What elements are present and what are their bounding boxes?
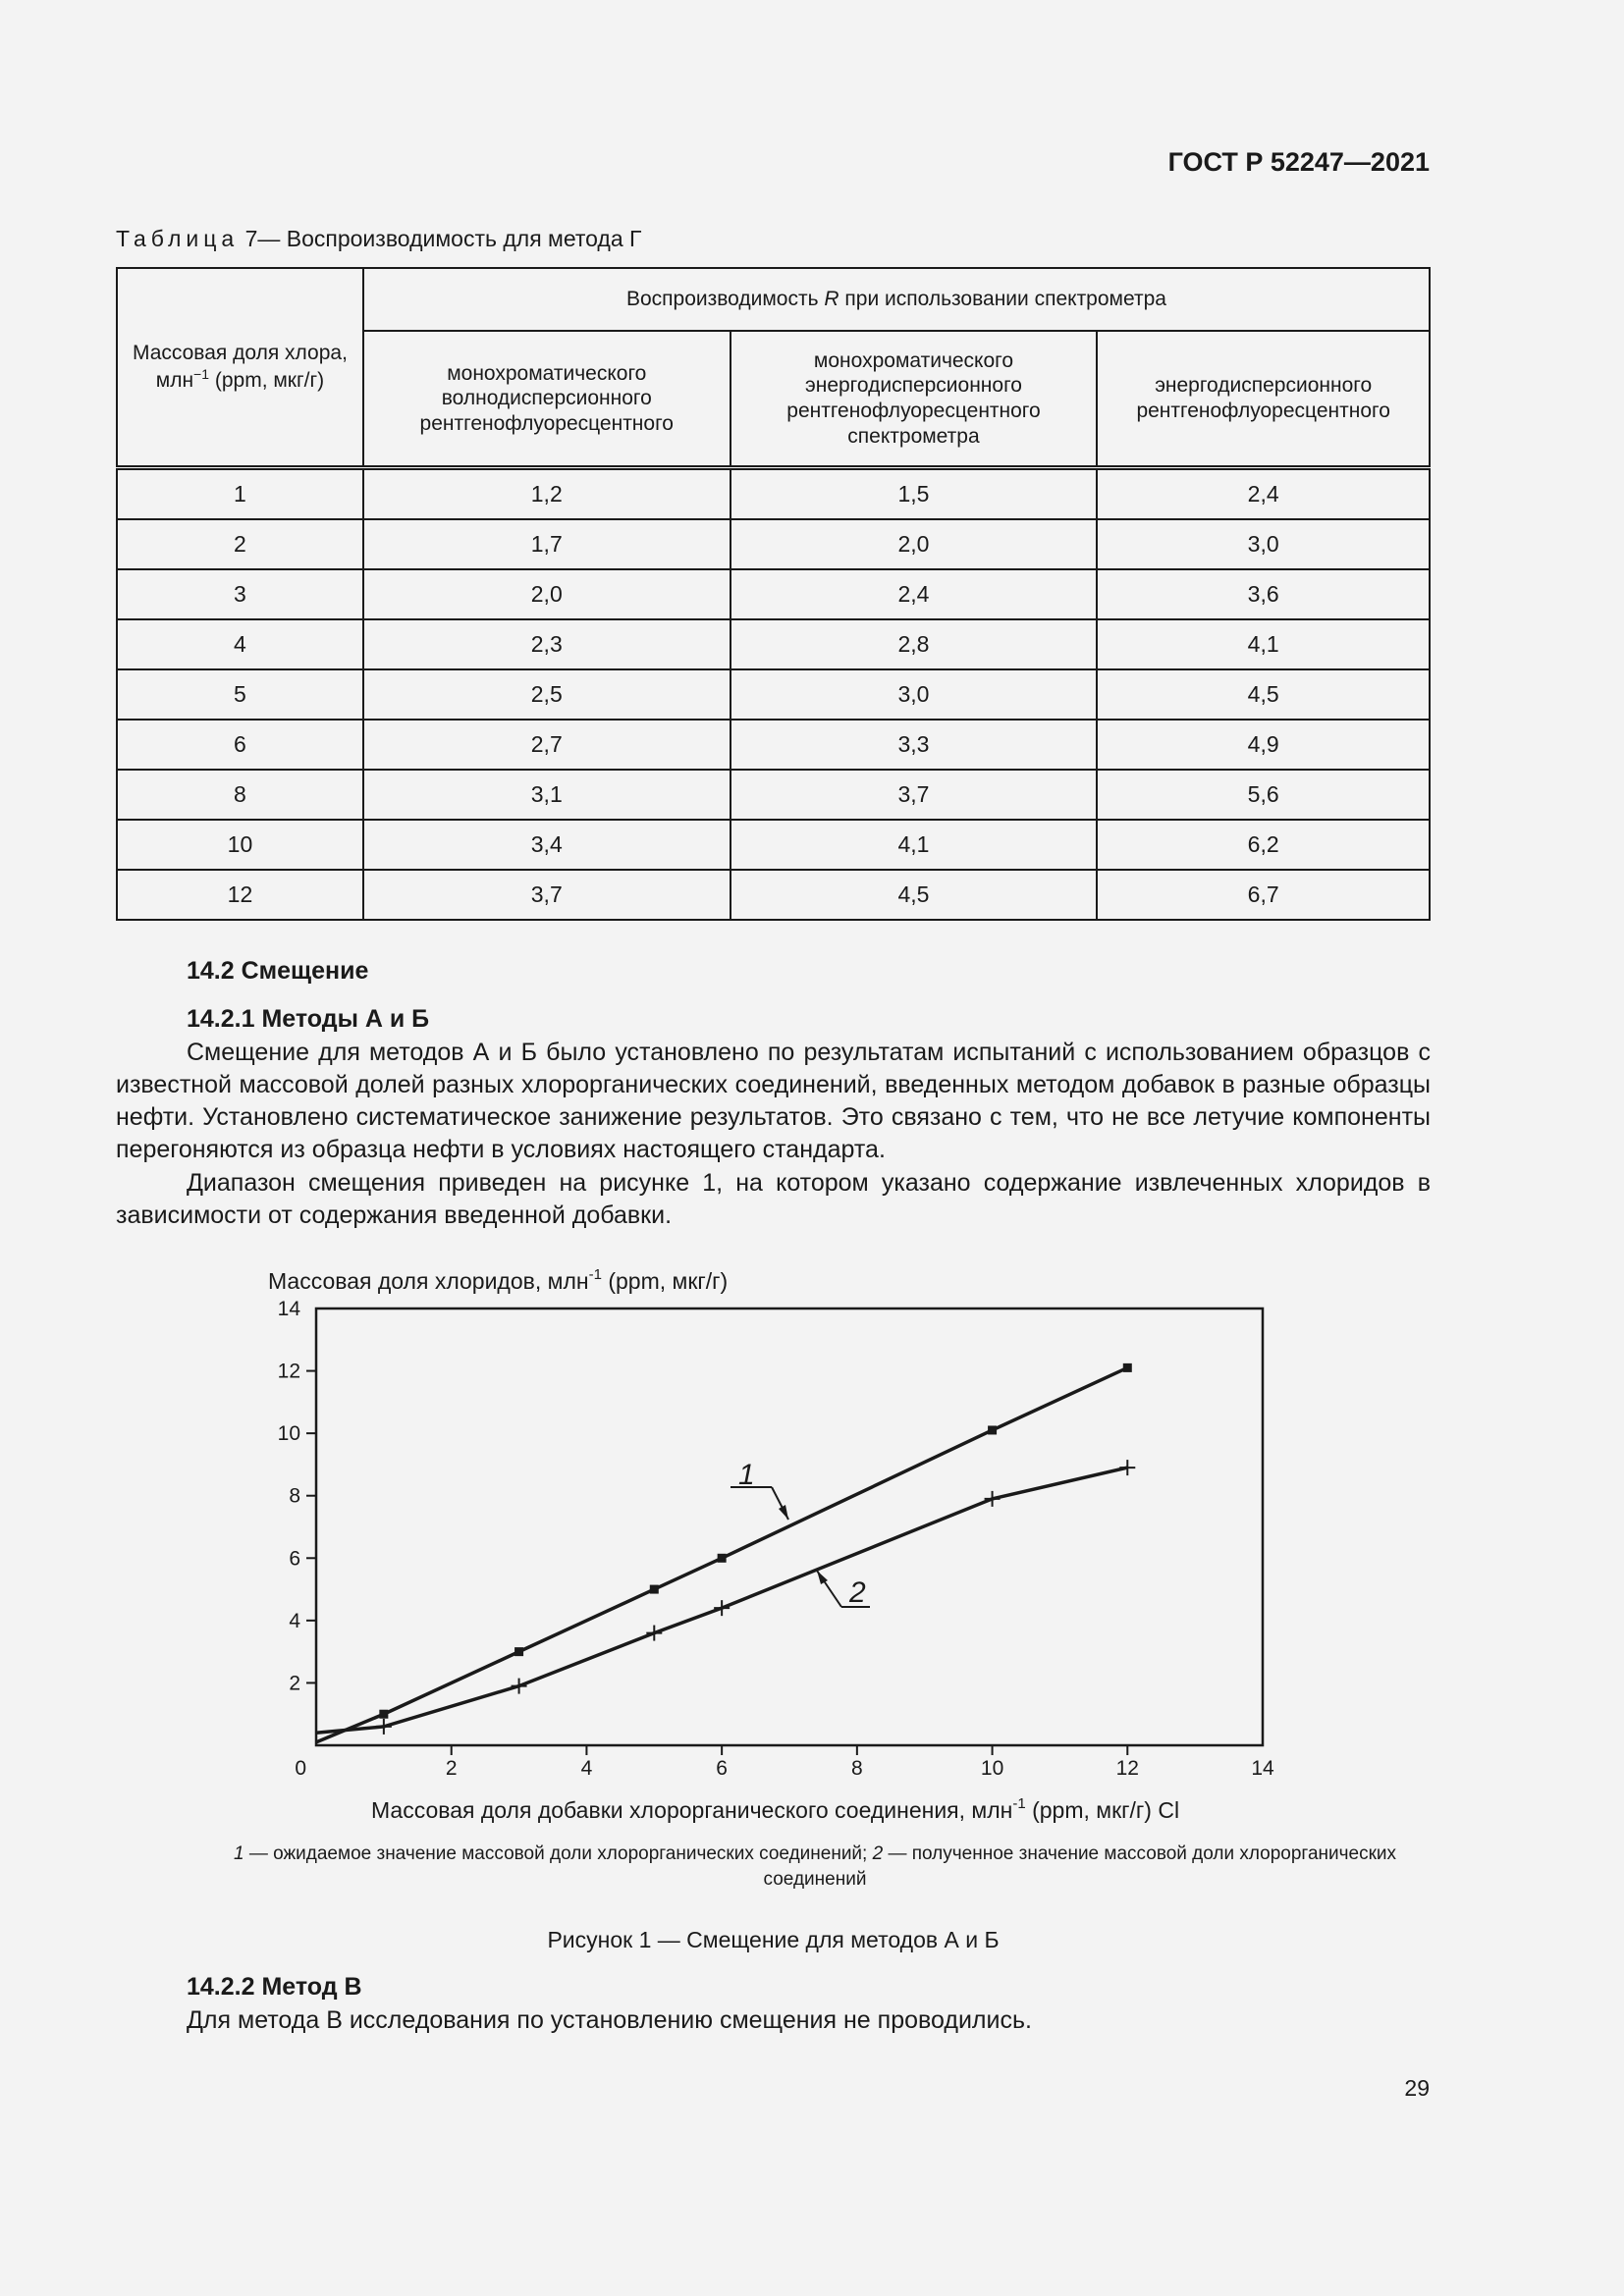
- table-row: [117, 720, 1430, 770]
- y-tick-label: 8: [289, 1484, 300, 1508]
- table-cell: 2,4: [731, 569, 1098, 619]
- table-cell: 3,6: [1097, 569, 1430, 619]
- table-caption: [116, 226, 642, 252]
- series-1-point: [988, 1425, 997, 1434]
- y-axis-label: Массовая доля хлоридов, млн$^{-1}$ (ppm, мкг/г): [268, 1266, 729, 1294]
- table-cell: 2,3: [363, 619, 731, 669]
- table-cell: 4: [117, 619, 363, 669]
- table-cell: 2,4: [1097, 468, 1430, 520]
- series-2-point: [646, 1626, 662, 1641]
- table-cell: 4,1: [1097, 619, 1430, 669]
- table-row: [117, 569, 1430, 619]
- x-tick-label: 0: [295, 1757, 306, 1780]
- series-2-point: [376, 1719, 392, 1735]
- section-heading-14-2: 14.2 Смещение: [187, 957, 369, 985]
- x-tick-label: 6: [716, 1757, 728, 1780]
- table-cell: 4,9: [1097, 720, 1430, 770]
- y-tick-label: 12: [277, 1360, 300, 1383]
- bias-chart: [0, 1247, 1624, 1836]
- y-tick-label: 2: [289, 1672, 300, 1695]
- col-header-group: Воспроизводимость R при использовании спектрометра: [363, 268, 1430, 331]
- figure-legend: 1 — ожидаемое значение массовой доли хлорорганических соединений; 2 — полученное значение массовой доли хлорорганических соединений: [233, 1843, 1397, 1890]
- table-row: [117, 820, 1430, 870]
- table-cell: 3,1: [363, 770, 731, 820]
- x-tick-label: 14: [1251, 1757, 1274, 1780]
- table-row: [117, 669, 1430, 720]
- table-cell: 3,0: [1097, 519, 1430, 569]
- label-2-arrow: [817, 1571, 828, 1584]
- x-tick-label: 2: [445, 1757, 458, 1780]
- x-tick-label: 10: [980, 1757, 1004, 1780]
- table-cell: 6,7: [1097, 870, 1430, 920]
- table-cell: 10: [117, 820, 363, 870]
- section-heading-14-2-2: 14.2.2 Метод В: [187, 1973, 362, 2001]
- series-2-point: [985, 1491, 1001, 1507]
- table-cell: 4,5: [1097, 669, 1430, 720]
- table-row: [117, 468, 1430, 520]
- table-cell: 3,7: [731, 770, 1098, 820]
- table-cell: 3,0: [731, 669, 1098, 720]
- curve-label-1: 1: [738, 1459, 755, 1491]
- table-row: [117, 770, 1430, 820]
- y-tick-label: 6: [289, 1547, 300, 1571]
- table-cell: 5,6: [1097, 770, 1430, 820]
- col-header-ed-xrf: энергодисперсионного рентгенофлуоресцентного: [1097, 331, 1430, 468]
- table-cell: 2,8: [731, 619, 1098, 669]
- table-cell: 3,7: [363, 870, 731, 920]
- paragraph-method-v: Для метода В исследования по установлению смещения не проводились.: [187, 2006, 1032, 2034]
- series-2-point: [714, 1600, 730, 1616]
- table-cell: 6,2: [1097, 820, 1430, 870]
- table-cell: 3,4: [363, 820, 731, 870]
- series-1-point: [1123, 1363, 1132, 1372]
- series-1-point: [514, 1647, 523, 1656]
- table-cell: 2: [117, 519, 363, 569]
- table-cell: 4,5: [731, 870, 1098, 920]
- reproducibility-table: [116, 267, 1431, 921]
- table-cell: 1,2: [363, 468, 731, 520]
- series-1-point: [650, 1585, 659, 1594]
- data-series: [316, 1363, 1135, 1742]
- table-cell: 4,1: [731, 820, 1098, 870]
- table-caption-text: 7— Воспроизводимость для метода Г: [239, 226, 642, 251]
- figure-caption: Рисунок 1 — Смещение для методов А и Б: [547, 1927, 1000, 1952]
- table-row: [117, 619, 1430, 669]
- x-axis-label: Массовая доля добавки хлорорганического соединения, млн$^{-1}$ (ppm, мкг/г) Cl: [371, 1795, 1180, 1823]
- table-cell: 6: [117, 720, 363, 770]
- table-cell: 3: [117, 569, 363, 619]
- paragraph-bias-range: Диапазон смещения приведен на рисунке 1, на котором указано содержание извлеченных хлоридов в зависимости от содержания введенной добавки.: [116, 1169, 1431, 1229]
- series-2-point: [512, 1679, 527, 1694]
- x-tick-label: 12: [1115, 1757, 1139, 1780]
- table-cell: 2,0: [363, 569, 731, 619]
- col-header-wd-xrf: монохроматического волнодисперсионного рентгенофлуоресцентного: [363, 331, 731, 468]
- table-row: [117, 519, 1430, 569]
- series-1-point: [718, 1554, 727, 1563]
- table-cell: 2,7: [363, 720, 731, 770]
- label-1-arrow: [779, 1505, 788, 1520]
- x-tick-label: 8: [851, 1757, 863, 1780]
- col-header-chlorine: Массовая доля хлора, млн$^{-1}$ (ppm, мкг/г): [117, 268, 363, 468]
- section-heading-14-2-1: 14.2.1 Методы А и Б: [187, 1005, 430, 1033]
- y-tick-label: 10: [277, 1422, 300, 1446]
- series-1-point: [379, 1710, 388, 1719]
- series-2-point: [1119, 1460, 1135, 1475]
- y-tick-label: 4: [289, 1609, 300, 1632]
- table-cell: 8: [117, 770, 363, 820]
- table-cell: 12: [117, 870, 363, 920]
- table-cell: 2,5: [363, 669, 731, 720]
- table-caption-prefix: Таблица: [116, 226, 240, 251]
- y-tick-label: 14: [277, 1298, 300, 1320]
- table-row: [117, 870, 1430, 920]
- x-tick-label: 4: [580, 1757, 593, 1780]
- col-header-mono-ed-xrf: монохроматического энергодисперсионного рентгенофлуоресцентного спектрометра: [731, 331, 1098, 468]
- table-cell: 2,0: [731, 519, 1098, 569]
- table-cell: 3,3: [731, 720, 1098, 770]
- standard-number: ГОСТ Р 52247—2021: [1167, 147, 1430, 177]
- table-cell: 1,5: [731, 468, 1098, 520]
- curve-label-2: 2: [849, 1576, 866, 1609]
- paragraph-bias-methods: Смещение для методов А и Б было установлено по результатам испытаний с использованием образцов с известной массовой долей разных хлорорганических соединений, введенных методом добавок в разные образцы нефти. Установлено систематическое занижение результатов. Это связано с тем, что не все летучие компоненты перегоняются из образца нефти в условиях настоящего стандарта.: [116, 1039, 1431, 1163]
- table-cell: 1,7: [363, 519, 731, 569]
- page-number: 29: [1404, 2075, 1430, 2101]
- table-cell: 1: [117, 468, 363, 520]
- table-cell: 5: [117, 669, 363, 720]
